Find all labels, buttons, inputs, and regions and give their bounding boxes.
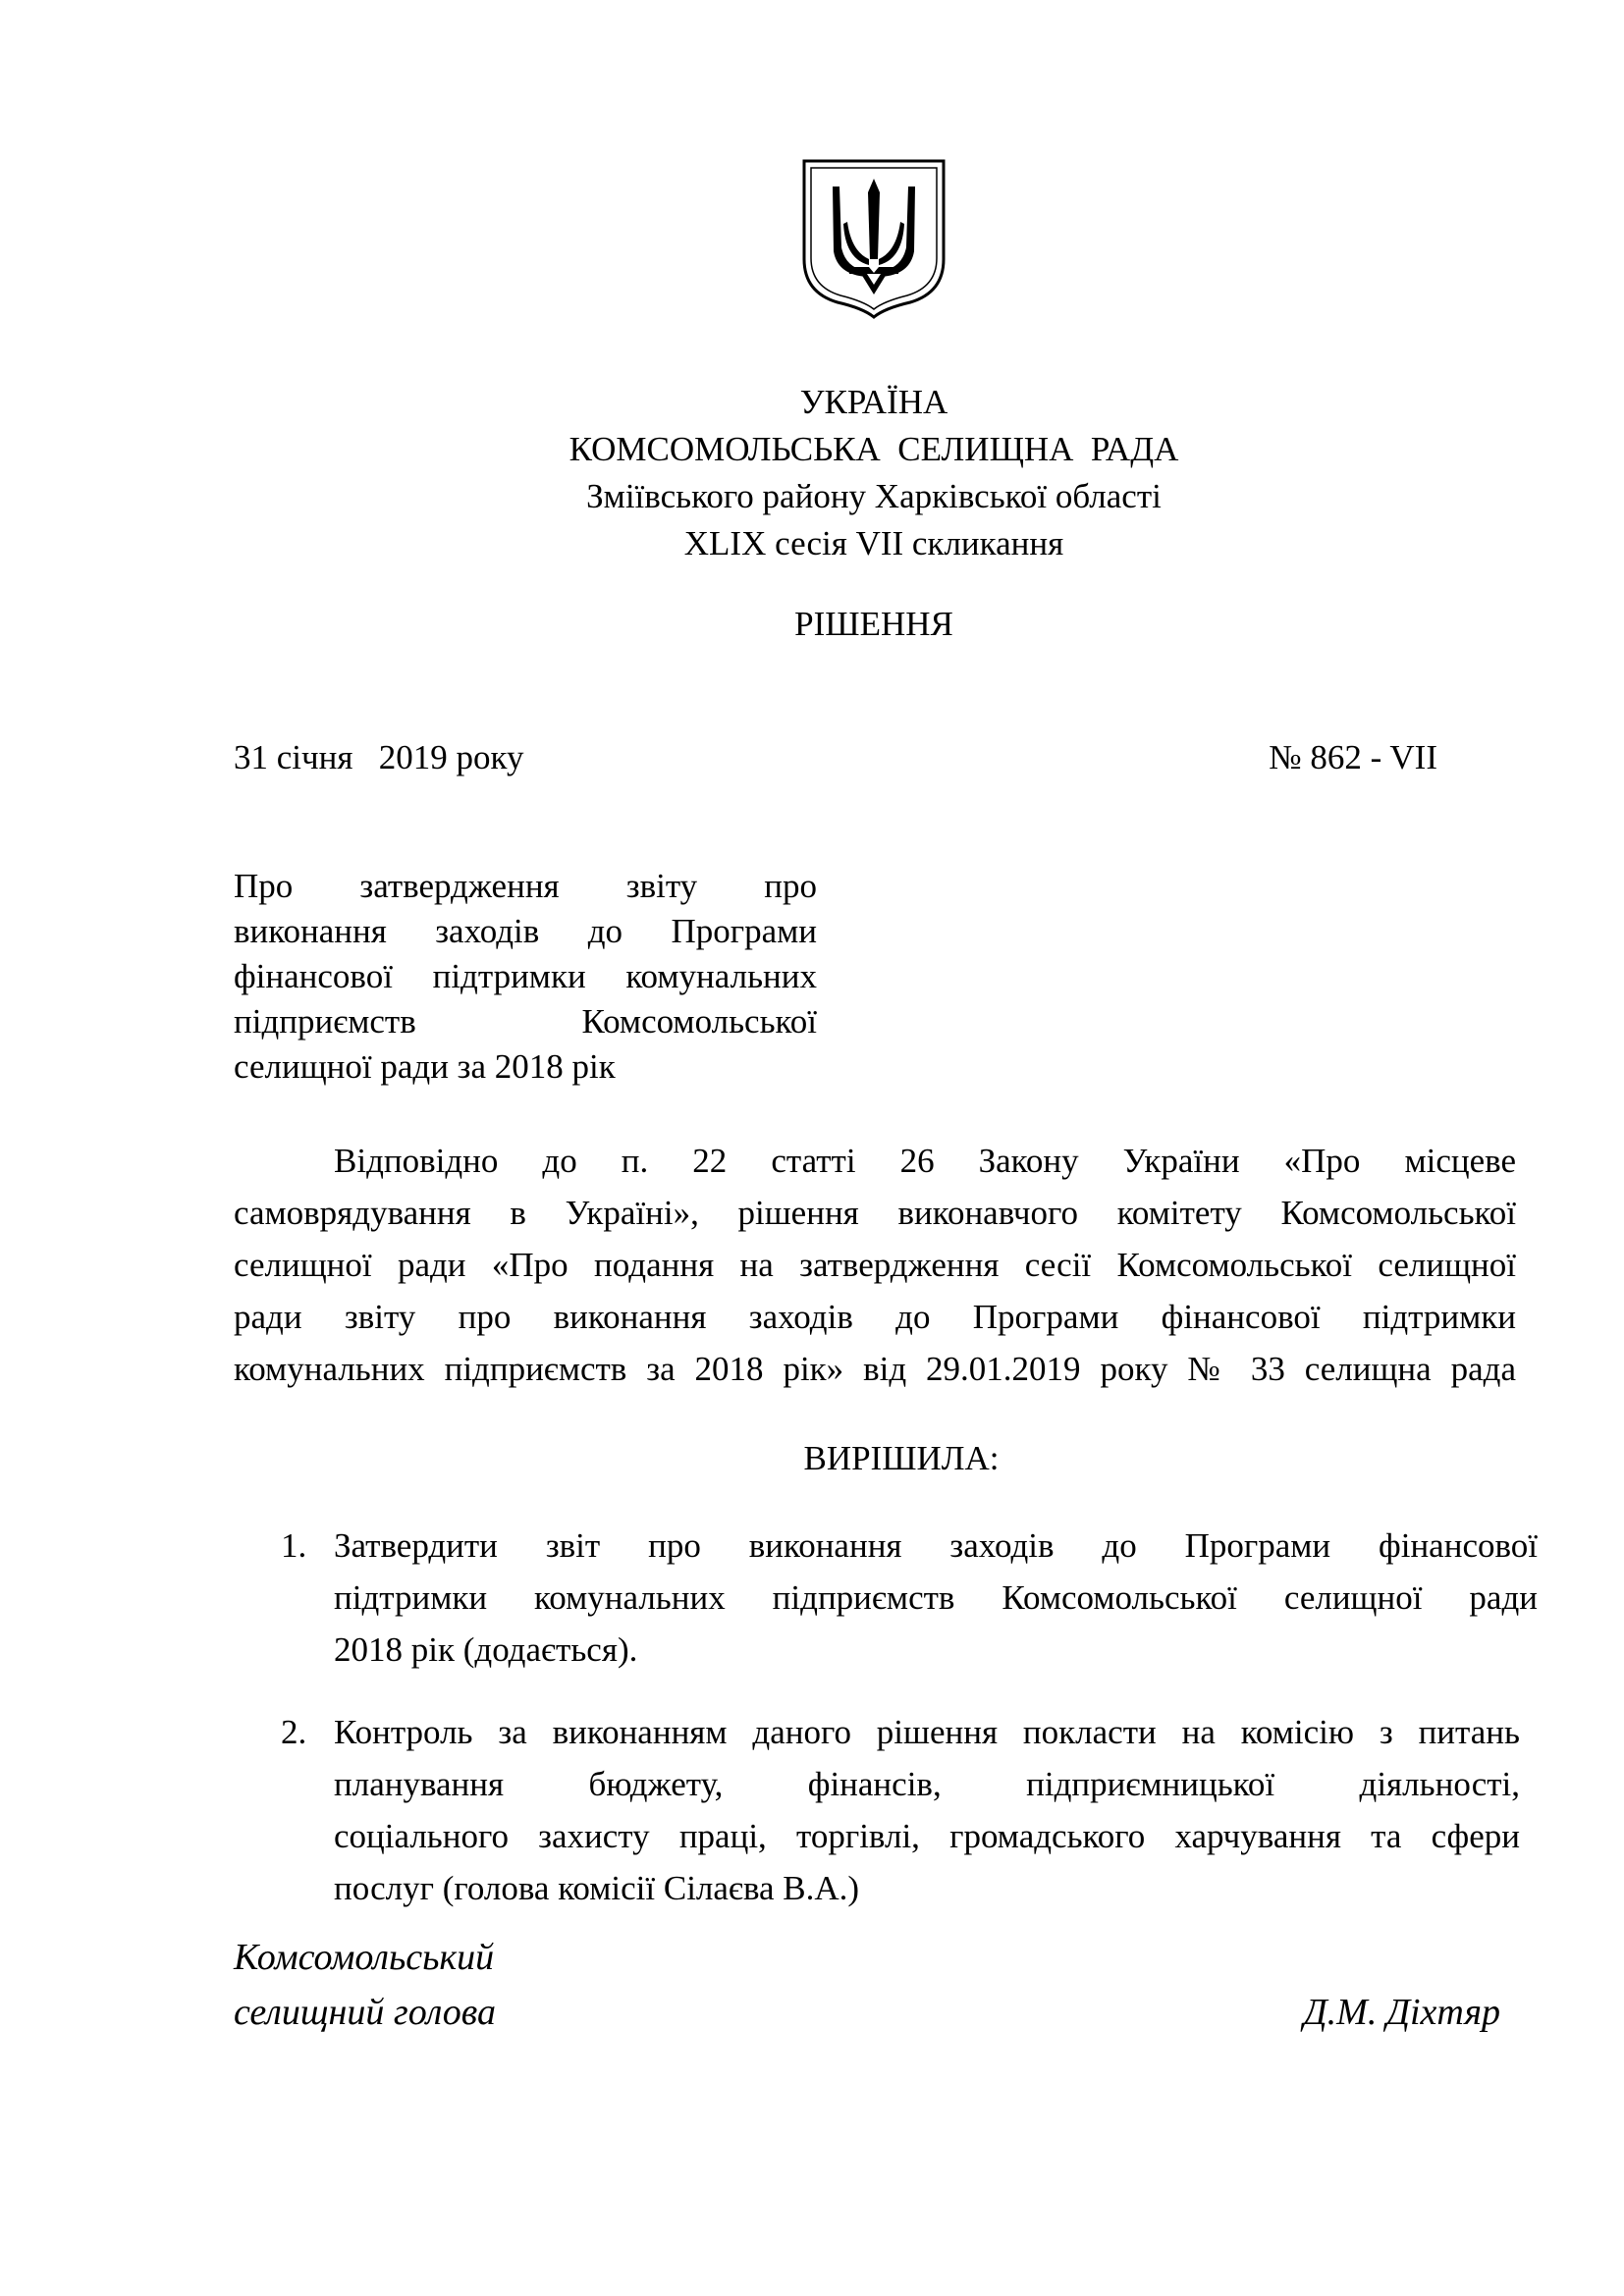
item-text xyxy=(334,1706,1520,1914)
preamble-line: селищної ради «Про подання на затвердження сесії Комсомольської селищної xyxy=(234,1246,1516,1284)
country-name: УКРАЇНА xyxy=(799,383,948,421)
subject-line: підприємств Комсомольської xyxy=(234,1002,817,1041)
item-text xyxy=(334,1520,1538,1676)
item-line: підтримки комунальних підприємств Комсомольської селищної ради xyxy=(334,1578,1538,1617)
item-number: 2. xyxy=(281,1713,307,1751)
item-line: послуг (голова комісії Сілаєва В.А.) xyxy=(334,1869,860,1907)
preamble-line: Відповідно до п. 22 статті 26 Закону України «Про місцеве xyxy=(334,1142,1516,1180)
document-header xyxy=(0,379,1624,567)
item-line: Контроль за виконанням даного рішення покласти на комісію з питань xyxy=(334,1713,1520,1751)
position-line: Комсомольський xyxy=(234,1937,495,1978)
tryzub-coat-of-arms-icon xyxy=(800,157,947,319)
decision-title: РІШЕННЯ xyxy=(794,605,953,643)
preamble-line: самоврядування в Україні», рішення виконавчого комітету Комсомольської xyxy=(234,1194,1516,1232)
district-name: Зміївського району Харківської області xyxy=(586,477,1162,515)
session-name: XLIX сесія VII скликання xyxy=(683,524,1064,562)
decision-number: № 862 - VII xyxy=(1269,738,1437,776)
preamble-paragraph xyxy=(234,1135,1516,1395)
signatory-name: Д.М. Діхтяр xyxy=(1303,1992,1500,2033)
council-name: КОМСОМОЛЬСЬКА СЕЛИЩНА РАДА xyxy=(568,430,1179,468)
subject-line: фінансової підтримки комунальних xyxy=(234,957,817,995)
decision-subject xyxy=(234,864,817,1090)
preamble-line: комунальних підприємств за 2018 рік» від 29.01.2019 року № 33 селищна рада xyxy=(234,1350,1516,1388)
position-line: селищний голова xyxy=(234,1992,497,2033)
subject-line: Про затвердження звіту про xyxy=(234,867,817,905)
resolved-heading: ВИРІШИЛА: xyxy=(803,1439,1000,1477)
item-line: планування бюджету, фінансів, підприємницької діяльності, xyxy=(334,1765,1520,1803)
item-line: Затвердити звіт про виконання заходів до Програми фінансової xyxy=(334,1526,1538,1565)
subject-line: виконання заходів до Програми xyxy=(234,912,817,950)
preamble-line: ради звіту про виконання заходів до Програми фінансової підтримки xyxy=(234,1298,1516,1336)
item-number: 1. xyxy=(281,1526,307,1565)
signatory-position xyxy=(234,1930,496,2040)
decision-date: 31 січня 2019 року xyxy=(234,738,524,776)
item-line: 2018 рік (додається). xyxy=(334,1630,638,1669)
subject-line: селищної ради за 2018 рік xyxy=(234,1047,616,1086)
item-line: соціального захисту праці, торгівлі, громадського харчування та сфери xyxy=(334,1817,1520,1855)
